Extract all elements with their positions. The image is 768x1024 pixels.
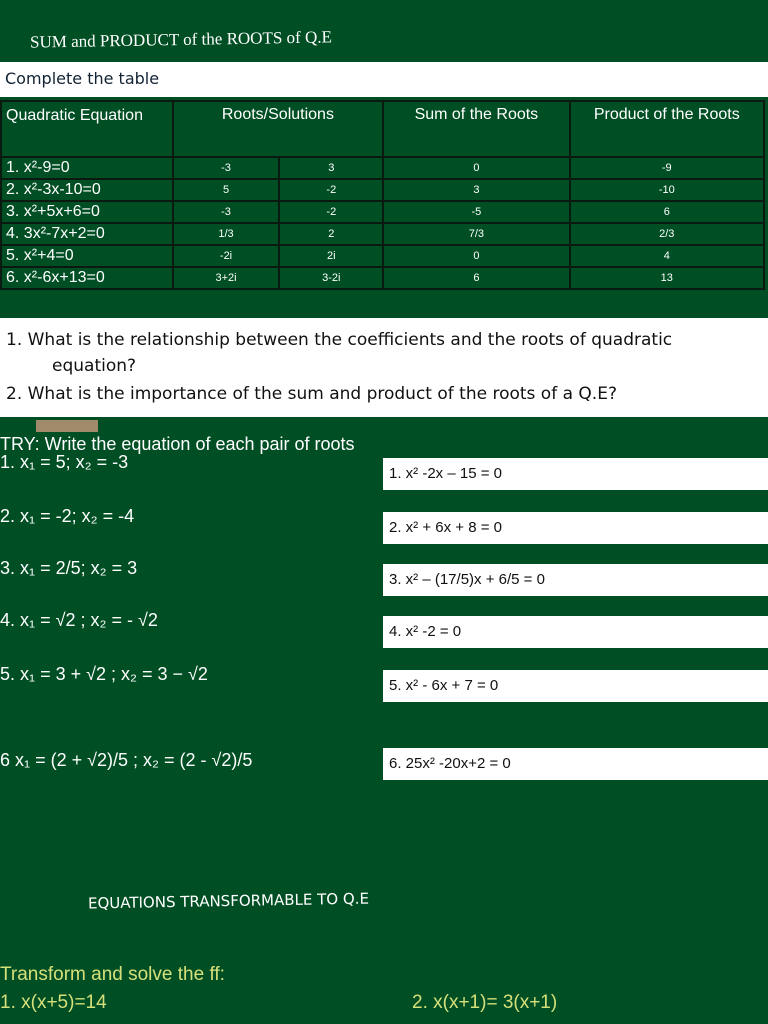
- root2-cell: 2i: [279, 245, 383, 267]
- answer-text: 5. x² - 6x + 7 = 0: [389, 677, 499, 694]
- table-row: [1, 201, 764, 223]
- root1-cell: 1/3: [173, 223, 280, 245]
- sum-cell: 7/3: [383, 223, 569, 245]
- roots-table: [0, 100, 765, 290]
- equation-cell: 5. x²+4=0: [1, 245, 173, 267]
- root-pair-1: 1. x₁ = 5; x₂ = -3: [0, 452, 129, 472]
- header-sum: Sum of the Roots: [383, 101, 569, 157]
- sum-cell: 0: [383, 157, 569, 179]
- root-pair-3: 3. x₁ = 2/5; x₂ = 3: [0, 558, 138, 578]
- sum-cell: -5: [383, 201, 569, 223]
- answer-text: 2. x² + 6x + 8 = 0: [389, 519, 502, 536]
- product-cell: 4: [570, 245, 764, 267]
- root2-cell: -2: [279, 179, 383, 201]
- root1-cell: 3+2i: [173, 267, 280, 289]
- table-header: [1, 101, 764, 157]
- header-roots: Roots/Solutions: [173, 101, 384, 157]
- answer-text: 1. x² -2x – 15 = 0: [389, 465, 502, 482]
- root-pair-4: 4. x₁ = √2 ; x₂ = - √2: [0, 610, 158, 630]
- question-1: 1. What is the relationship between the coefficients and the roots of quadratic: [6, 330, 673, 350]
- table-row: [1, 157, 764, 179]
- equation-cell: 2. x²-3x-10=0: [1, 179, 173, 201]
- root2-cell: -2: [279, 201, 383, 223]
- transform-item-2: 2. x(x+1)= 3(x+1): [412, 992, 558, 1013]
- transform-item-1: 1. x(x+5)=14: [0, 992, 107, 1013]
- transform-heading: Transform and solve the ff:: [0, 964, 225, 985]
- product-cell: 6: [570, 201, 764, 223]
- root2-cell: 3-2i: [279, 267, 383, 289]
- equation-cell: 4. 3x²-7x+2=0: [1, 223, 173, 245]
- product-cell: -9: [570, 157, 764, 179]
- answer-box-3: [383, 564, 768, 596]
- sum-cell: 6: [383, 267, 569, 289]
- equation-cell: 1. x²-9=0: [1, 157, 173, 179]
- answer-text: 6. 25x² -20x+2 = 0: [389, 755, 511, 772]
- root1-cell: 5: [173, 179, 280, 201]
- answer-box-6: [383, 748, 768, 780]
- question-2: 2. What is the importance of the sum and product of the roots of a Q.E?: [6, 384, 617, 404]
- answer-box-1: [383, 458, 768, 490]
- answer-box-2: [383, 512, 768, 544]
- equation-cell: 3. x²+5x+6=0: [1, 201, 173, 223]
- answer-box-4: [383, 616, 768, 648]
- header-equation: Quadratic Equation: [1, 101, 173, 157]
- root1-cell: -2i: [173, 245, 280, 267]
- section-heading: EQUATIONS TRANSFORMABLE TO Q.E: [87, 889, 370, 913]
- root-pair-2: 2. x₁ = -2; x₂ = -4: [0, 506, 135, 526]
- root-pair-5: 5. x₁ = 3 + √2 ; x₂ = 3 − √2: [0, 664, 208, 684]
- sum-cell: 3: [383, 179, 569, 201]
- root2-cell: 2: [279, 223, 383, 245]
- smudge-mark: [36, 420, 98, 432]
- table-row: [1, 245, 764, 267]
- try-heading: TRY: Write the equation of each pair of roots: [0, 434, 355, 454]
- table-row: [1, 267, 764, 289]
- table-row: [1, 179, 764, 201]
- root1-cell: -3: [173, 201, 280, 223]
- table-row: [1, 223, 764, 245]
- equation-cell: 6. x²-6x+13=0: [1, 267, 173, 289]
- root-pair-6: 6 x₁ = (2 + √2)/5 ; x₂ = (2 - √2)/5: [0, 750, 253, 770]
- product-cell: -10: [570, 179, 764, 201]
- product-cell: 13: [570, 267, 764, 289]
- answer-text: 3. x² – (17/5)x + 6/5 = 0: [389, 571, 545, 588]
- questions-band: [0, 318, 768, 417]
- slide-title: SUM and PRODUCT of the ROOTS of Q.E: [29, 27, 333, 52]
- header-product: Product of the Roots: [570, 101, 764, 157]
- answer-text: 4. x² -2 = 0: [389, 623, 462, 640]
- instruction: Complete the table: [5, 69, 160, 88]
- instruction-band: [0, 62, 768, 97]
- product-cell: 2/3: [570, 223, 764, 245]
- root1-cell: -3: [173, 157, 280, 179]
- sum-cell: 0: [383, 245, 569, 267]
- root2-cell: 3: [279, 157, 383, 179]
- question-1-cont: equation?: [52, 356, 137, 376]
- answer-box-5: [383, 670, 768, 702]
